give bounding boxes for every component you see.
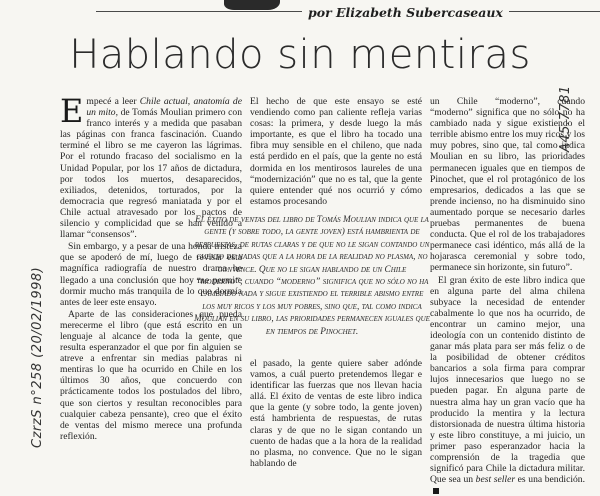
pull-quote xyxy=(194,214,430,338)
paragraph-3: Aparte de las consideraciones que pueda merecerme el libro (que está escrito en un lenguaje al alcance de toda la gente, que resulta esperanzador el que por fin alguien se atreve a enfrentar sin medias palabras ni mentiras lo que ha ocurrido en Chile en los últimos 30 años, que concuerdo con prácticamente todos los postulados del libro, que son ciertos y resultan reconocibles para cualquier cabeza pensante), creo que el éxito de ventas del mismo merece una profunda reflexión. xyxy=(60,309,242,442)
book-title: Chile actual, anatomía de un mito, xyxy=(86,96,242,118)
best-seller-emphasis: best seller xyxy=(476,474,515,485)
paragraph-1-tail: de Tomás Moulian primero con franco interés y a medida que pasaban las páginas con franca fascinación. Cuando terminé el libro se me cayeron las lágrimas. Por el rotundo fracaso del socialismo en la Unidad Popular, por los 17 años de dictadura, por todos los muertos, desaparecidos, exiliados, detenidos, torturados, por la democracia que regresó maniatada y por el Chile actual atravesado por los pactos de silencio y complicidad que se han venido a llamar “consensos”. xyxy=(60,107,242,240)
paragraph-4: El hecho de que este ensayo se esté vendiendo como pan caliente refleja varias cosas: la primera, y desde luego la más importante, es que el libro ha tocado una fibra muy sensible en el chileno, que nada está perdido en el país, que la gente no está dormida en los mentirosos laureles de una “modernización” que no es tal, que la gente quiere entender qué nos ocurrió y cómo estamos procesando xyxy=(250,96,422,207)
archive-source-annotation: CzrzS n°258 (20/02/1998) xyxy=(30,267,45,448)
paragraph-5: el pasado, la gente quiere saber adónde vamos, a cuál puerto pretendemos llegar e identificar las fuerzas que nos llevan hacia allá. El éxito de ventas de este libro indica que la gente (y sobre todo, la gente joven) está hambrienta de respuestas, de rutas claras y de que no le sigan contando un cuento de hadas que a la hora de la realidad no plasma, no convence. Que no le sigan hablando de xyxy=(250,358,422,469)
article-title: Hablando sin mentiras xyxy=(0,32,600,78)
pull-quote-text: El éxito de ventas del libro de Tomás Moulian indica que la gente (y sobre todo, la gente joven) está hambrienta de respuestas, de rutas claras y de que no le sigan contando un cuento de hadas que a la hora de la realidad no plasma, no convence. Que no le sigan hablando de un Chile “moderno”, cuando “moderno” significa que no sólo no ha cambiado nada y sigue existiendo el terrible abismo entre los muy ricos y los muy pobres, sino que, tal como indica Moulian en su libro, las prioridades permanecen iguales que en tiempos de Pinochet. xyxy=(194,215,430,337)
photo-fragment xyxy=(224,0,280,10)
archive-code-annotation: A45.7781 xyxy=(558,85,573,152)
paragraph-7-head: El gran éxito de este libro indica que en alguna parte del alma chilena subyace la necesidad de entender cabalmente lo que nos ha ocurrido, de encontrar un camino mejor, una ideología con un contenido distinto de ganar más plata para ser más feliz o de la posibilidad de obtener créditos bancarios a sola firma para comprar lujos innecesarios que luego no se pueden pagar. En alguna parte de nuestra alma hay un gran vacío que ha producido la mentira y la lectura distorsionada de nuestra última historia y este libro constituye, a mi juicio, un primer paso esperanzador hacia la comprensión de la tragedia que significó para Chile la dictadura militar. Que sea un xyxy=(430,275,585,486)
paragraph-6: un Chile “moderno”, cuando “moderno” significa que no sólo no ha cambiado nada y sigue existiendo el terrible abismo entre los muy ricos y los muy pobres, sino que, tal como indica Moulian en su libro, las prioridades permanecen iguales que en tiempos de Pinochet, que el rol protagónico de los empresarios, dedicados a las que se prende incienso, no ha disminuido sino aumentado porque se necesario darles pruebas permanentes de buena conducta. Que el rol de los trabajadores permanece casi idéntico, más allá de la hojarasca ceremonial y sobre todo, permanece sin horizonte, sin futuro”. xyxy=(430,96,585,274)
column-2-bottom xyxy=(250,358,422,444)
byline: por Elizabeth Subercaseaux xyxy=(302,5,509,20)
paragraph-2: Sin embargo, y a pesar de una honda tristeza que se apoderó de mí, luego de revisar esta magnífica radiografía de nuestro drama he llegado a una conclusión que hoy me permite dormir mucho más tranquila de lo que dormía antes de leer este ensayo. xyxy=(60,241,242,308)
end-mark-icon xyxy=(433,488,439,494)
drop-cap: E xyxy=(60,98,83,124)
paragraph-7-tail: es una bendición. xyxy=(515,474,585,485)
paragraph-1-start: mpecé a leer xyxy=(86,96,139,107)
column-2-top xyxy=(250,96,422,200)
paragraph-7 xyxy=(430,275,585,496)
